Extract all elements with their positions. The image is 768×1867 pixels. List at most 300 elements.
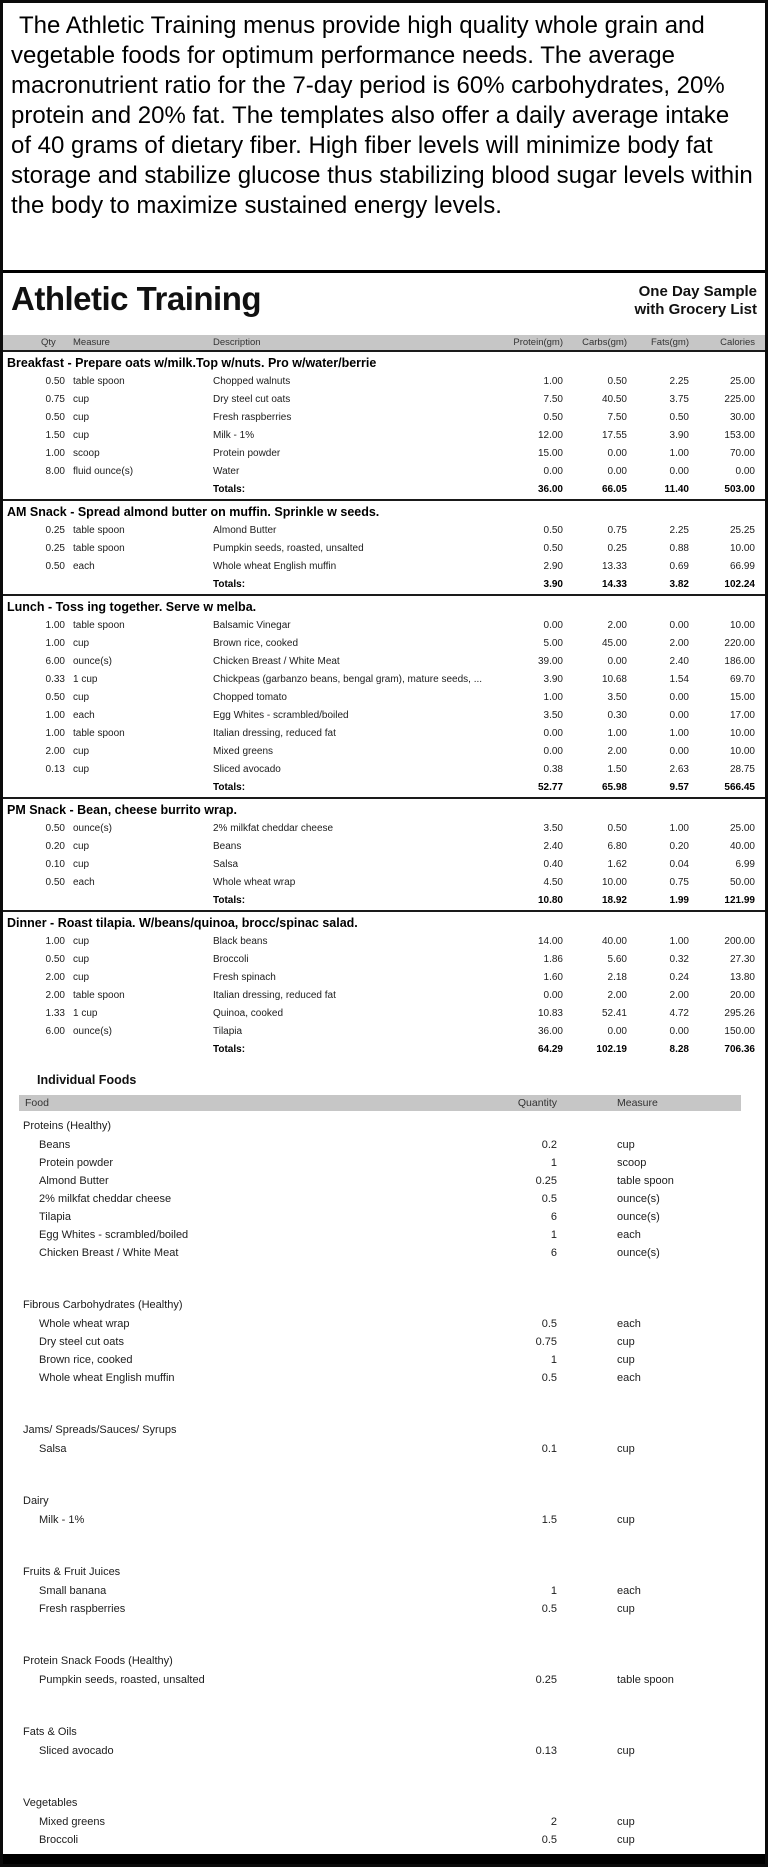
meal-section — [3, 499, 765, 594]
cell-fats: 1.00 — [669, 448, 689, 459]
cell-calories: 25.00 — [729, 823, 755, 834]
meal-row — [3, 820, 765, 838]
cell-fats: 1.00 — [669, 728, 689, 739]
cell-carbs: 0.75 — [607, 525, 627, 536]
meal-section-title: Lunch - Toss ing together. Serve w melba. — [7, 600, 257, 614]
cell-qty: 6.00 — [45, 1026, 65, 1037]
meal-table-header — [3, 335, 765, 350]
cell-qty — [19, 481, 65, 499]
totals-label: Totals: — [213, 895, 246, 906]
cell-food: Dry steel cut oats — [39, 1336, 124, 1348]
cell-calories: 225.00 — [724, 394, 755, 405]
page-subtitle — [634, 283, 757, 319]
cell-calories: 153.00 — [724, 430, 755, 441]
food-group — [19, 1723, 741, 1760]
cell-qty: 2.00 — [45, 746, 65, 757]
cell-fats: 0.00 — [669, 746, 689, 757]
cell-carbs: 0.50 — [607, 823, 627, 834]
cell-measure: 1 cup — [73, 674, 98, 685]
cell-qty: 2.00 — [45, 972, 65, 983]
cell-carbs: 2.00 — [607, 620, 627, 631]
cell-fats: 0.00 — [669, 710, 689, 721]
cell-fats: 0.20 — [669, 841, 689, 852]
cell-fats: 0.00 — [669, 692, 689, 703]
meal-row — [3, 743, 765, 761]
cell-measure: each — [73, 710, 95, 721]
meal-section — [3, 594, 765, 797]
cell-qty: 1.00 — [45, 448, 65, 459]
cell-description: Milk - 1% — [213, 430, 255, 441]
cell-calories: 50.00 — [729, 877, 755, 888]
cell-fats: 0.24 — [669, 972, 689, 983]
cell-measure: table spoon — [73, 990, 125, 1001]
cell-quantity: 0.75 — [535, 1336, 557, 1348]
cell-calories-total: 102.24 — [724, 579, 755, 590]
cell-description: Fresh raspberries — [213, 412, 292, 423]
cell-description: Mixed greens — [213, 746, 274, 757]
cell-measure: each — [73, 561, 95, 572]
cell-description: Tilapia — [213, 1026, 243, 1037]
meal-totals-row — [3, 779, 765, 797]
cell-measure: cup — [617, 1139, 635, 1151]
cell-calories: 66.99 — [729, 561, 755, 572]
cell-carbs: 0.30 — [607, 710, 627, 721]
cell-calories: 186.00 — [724, 656, 755, 667]
cell-qty: 0.50 — [45, 823, 65, 834]
meal-row — [3, 617, 765, 635]
meal-totals-row — [3, 576, 765, 594]
food-row — [19, 1600, 741, 1618]
cell-fats-total: 11.40 — [664, 484, 689, 495]
cell-quantity: 0.5 — [541, 1318, 557, 1330]
cell-protein: 3.50 — [543, 823, 563, 834]
cell-measure: ounce(s) — [617, 1211, 660, 1223]
cell-quantity: 6 — [550, 1247, 557, 1259]
cell-fats: 4.72 — [669, 1008, 689, 1019]
food-row — [19, 1154, 741, 1172]
cell-measure: cup — [617, 1336, 635, 1348]
cell-description: Beans — [213, 841, 242, 852]
cell-calories: 15.00 — [729, 692, 755, 703]
column-header: Description — [213, 337, 261, 348]
cell-qty: 1.00 — [45, 710, 65, 721]
food-group — [19, 1117, 741, 1262]
cell-measure: each — [617, 1372, 641, 1384]
cell-description: Whole wheat English muffin — [213, 561, 337, 572]
cell-description: Quinoa, cooked — [213, 1008, 284, 1019]
cell-qty — [19, 1041, 65, 1059]
cell-fats: 2.40 — [669, 656, 689, 667]
cell-measure: cup — [73, 692, 90, 703]
cell-fats: 0.50 — [669, 412, 689, 423]
meal-row — [3, 1023, 765, 1041]
cell-carbs: 0.00 — [607, 466, 627, 477]
cell-measure: ounce(s) — [73, 1026, 112, 1037]
cell-fats-total: 8.28 — [669, 1044, 689, 1055]
cell-food: Whole wheat wrap — [39, 1318, 130, 1330]
cell-measure: scoop — [73, 448, 100, 459]
cell-protein: 1.00 — [543, 376, 563, 387]
title-band — [3, 273, 765, 335]
cell-description: Brown rice, cooked — [213, 638, 299, 649]
cell-fats: 3.90 — [669, 430, 689, 441]
food-row — [19, 1511, 741, 1529]
cell-measure: each — [617, 1229, 641, 1241]
meal-section — [3, 797, 765, 910]
food-row — [19, 1582, 741, 1600]
foods-table-header — [19, 1095, 741, 1111]
foods-table — [3, 1095, 765, 1849]
cell-food: Brown rice, cooked — [39, 1354, 133, 1366]
cell-description: Protein powder — [213, 448, 281, 459]
cell-carbs: 1.62 — [607, 859, 627, 870]
meal-row — [3, 671, 765, 689]
cell-food: Chicken Breast / White Meat — [39, 1247, 179, 1259]
cell-measure: cup — [617, 1745, 635, 1757]
food-group-title: Fibrous Carbohydrates (Healthy) — [23, 1299, 183, 1311]
column-header: Food — [25, 1097, 49, 1109]
cell-qty: 6.00 — [45, 656, 65, 667]
cell-quantity: 0.13 — [535, 1745, 557, 1757]
cell-qty: 0.50 — [45, 954, 65, 965]
cell-food: Pumpkin seeds, roasted, unsalted — [39, 1674, 205, 1686]
cell-food: Small banana — [39, 1585, 107, 1597]
cell-measure: cup — [617, 1816, 635, 1828]
cell-food: Mixed greens — [39, 1816, 106, 1828]
meal-table — [3, 335, 765, 1059]
cell-fats: 0.88 — [669, 543, 689, 554]
food-group — [19, 1296, 741, 1387]
meal-row — [3, 856, 765, 874]
cell-carbs: 40.50 — [601, 394, 627, 405]
cell-carbs: 0.50 — [607, 376, 627, 387]
cell-fats-total: 3.82 — [669, 579, 689, 590]
cell-fats: 3.75 — [669, 394, 689, 405]
cell-fats: 1.54 — [669, 674, 689, 685]
subtitle-line-1: One Day Sample — [638, 283, 757, 300]
cell-calories-total: 503.00 — [724, 484, 755, 495]
cell-measure: cup — [617, 1603, 635, 1615]
cell-carbs: 10.00 — [601, 877, 627, 888]
cell-measure: table spoon — [73, 543, 125, 554]
cell-calories: 150.00 — [724, 1026, 755, 1037]
cell-calories: 10.00 — [729, 620, 755, 631]
cell-quantity: 0.5 — [541, 1603, 557, 1615]
cell-qty: 0.50 — [45, 692, 65, 703]
meal-section — [3, 910, 765, 1059]
cell-description: Water — [213, 466, 240, 477]
column-header: Measure — [617, 1097, 658, 1109]
cell-quantity: 2 — [550, 1816, 557, 1828]
food-group — [19, 1492, 741, 1529]
meal-totals-row — [3, 892, 765, 910]
cell-measure: cup — [73, 430, 90, 441]
cell-qty: 0.50 — [45, 412, 65, 423]
meal-row — [3, 987, 765, 1005]
cell-protein: 0.00 — [543, 746, 563, 757]
cell-fats: 2.25 — [669, 525, 689, 536]
cell-measure: 1 cup — [73, 1008, 98, 1019]
cell-measure — [65, 892, 211, 910]
cell-fats: 2.25 — [669, 376, 689, 387]
cell-measure: cup — [73, 638, 90, 649]
cell-protein-total: 52.77 — [537, 782, 563, 793]
cell-carbs: 3.50 — [607, 692, 627, 703]
cell-quantity: 0.5 — [541, 1372, 557, 1384]
subtitle-line-2: with Grocery List — [634, 301, 757, 318]
cell-quantity: 0.1 — [541, 1443, 557, 1455]
meal-row — [3, 1005, 765, 1023]
meal-row — [3, 463, 765, 481]
cell-quantity: 0.25 — [535, 1175, 557, 1187]
cell-protein: 2.90 — [543, 561, 563, 572]
cell-measure: ounce(s) — [73, 823, 112, 834]
cell-qty — [19, 576, 65, 594]
cell-carbs: 40.00 — [601, 936, 627, 947]
meal-row — [3, 838, 765, 856]
cell-description: Black beans — [213, 936, 268, 947]
meal-row — [3, 522, 765, 540]
cell-calories: 10.00 — [729, 746, 755, 757]
cell-measure: cup — [73, 936, 90, 947]
food-group — [19, 1421, 741, 1458]
food-row — [19, 1190, 741, 1208]
cell-description: Chickpeas (garbanzo beans, bengal gram), mature seeds, ... — [213, 674, 483, 685]
food-row — [19, 1244, 741, 1262]
food-group-title: Dairy — [23, 1495, 49, 1507]
cell-food: Beans — [39, 1139, 71, 1151]
cell-measure: ounce(s) — [617, 1247, 660, 1259]
cell-measure: cup — [73, 412, 90, 423]
food-group-title: Fruits & Fruit Juices — [23, 1566, 121, 1578]
cell-quantity: 1.5 — [541, 1514, 557, 1526]
cell-food: Broccoli — [39, 1834, 79, 1846]
column-header: Fats(gm) — [651, 337, 689, 348]
meal-row — [3, 725, 765, 743]
cell-carbs: 0.00 — [607, 656, 627, 667]
cell-carbs: 17.55 — [601, 430, 627, 441]
cell-calories: 25.25 — [729, 525, 755, 536]
cell-fats: 1.00 — [669, 823, 689, 834]
cell-qty — [19, 892, 65, 910]
food-row — [19, 1831, 741, 1849]
cell-carbs: 1.00 — [607, 728, 627, 739]
food-row — [19, 1671, 741, 1689]
cell-protein: 15.00 — [537, 448, 563, 459]
cell-protein-total: 64.29 — [537, 1044, 563, 1055]
cell-protein: 36.00 — [537, 1026, 563, 1037]
cell-measure: table spoon — [73, 376, 125, 387]
cell-quantity: 1 — [550, 1229, 557, 1241]
cell-fats-total: 9.57 — [669, 782, 689, 793]
food-group — [19, 1794, 741, 1849]
cell-qty: 8.00 — [45, 466, 65, 477]
cell-qty: 0.33 — [45, 674, 65, 685]
cell-carbs-total: 66.05 — [601, 484, 627, 495]
meal-totals-row — [3, 481, 765, 499]
cell-qty: 0.50 — [45, 877, 65, 888]
cell-description: Broccoli — [213, 954, 249, 965]
food-row — [19, 1351, 741, 1369]
cell-fats: 0.00 — [669, 620, 689, 631]
cell-food: Whole wheat English muffin — [39, 1372, 175, 1384]
cell-protein-total: 3.90 — [543, 579, 563, 590]
cell-carbs: 0.00 — [607, 1026, 627, 1037]
cell-qty: 2.00 — [45, 990, 65, 1001]
cell-measure: table spoon — [617, 1175, 674, 1187]
meal-section-title: AM Snack - Spread almond butter on muffin. Sprinkle w seeds. — [7, 505, 380, 519]
cell-qty: 0.20 — [45, 841, 65, 852]
cell-qty: 0.75 — [45, 394, 65, 405]
cell-protein-total: 36.00 — [537, 484, 563, 495]
cell-quantity: 0.25 — [535, 1674, 557, 1686]
cell-measure: cup — [617, 1443, 635, 1455]
food-row — [19, 1369, 741, 1387]
cell-measure: cup — [73, 859, 90, 870]
cell-measure: each — [617, 1585, 641, 1597]
food-group-title: Fats & Oils — [23, 1726, 77, 1738]
cell-description: Chopped tomato — [213, 692, 287, 703]
cell-fats-total: 1.99 — [669, 895, 689, 906]
cell-food: 2% milkfat cheddar cheese — [39, 1193, 172, 1205]
cell-carbs-total: 102.19 — [596, 1044, 627, 1055]
food-row — [19, 1315, 741, 1333]
cell-protein: 0.00 — [543, 990, 563, 1001]
individual-foods-title: Individual Foods — [37, 1073, 137, 1087]
cell-protein: 2.40 — [543, 841, 563, 852]
cell-carbs: 7.50 — [607, 412, 627, 423]
food-row — [19, 1813, 741, 1831]
food-group-title: Jams/ Spreads/Sauces/ Syrups — [23, 1424, 177, 1436]
cell-measure: scoop — [617, 1157, 647, 1169]
food-group-title: Proteins (Healthy) — [23, 1120, 112, 1132]
cell-protein: 4.50 — [543, 877, 563, 888]
food-row — [19, 1440, 741, 1458]
cell-protein: 3.90 — [543, 674, 563, 685]
page-title: Athletic Training — [11, 280, 262, 317]
cell-measure: cup — [73, 954, 90, 965]
column-header: Measure — [73, 337, 110, 348]
cell-qty: 0.13 — [45, 764, 65, 775]
cell-food: Protein powder — [39, 1157, 113, 1169]
cell-qty: 1.50 — [45, 430, 65, 441]
cell-protein: 5.00 — [543, 638, 563, 649]
cell-carbs: 52.41 — [601, 1008, 627, 1019]
cell-qty: 1.00 — [45, 936, 65, 947]
cell-measure — [65, 481, 211, 499]
cell-qty: 0.50 — [45, 376, 65, 387]
cell-carbs: 0.00 — [607, 448, 627, 459]
cell-measure: table spoon — [73, 728, 125, 739]
cell-qty: 0.25 — [45, 543, 65, 554]
food-group — [19, 1652, 741, 1689]
cell-quantity: 0.5 — [541, 1193, 557, 1205]
cell-carbs: 0.25 — [607, 543, 627, 554]
cell-measure: each — [617, 1318, 641, 1330]
cell-qty: 0.10 — [45, 859, 65, 870]
cell-measure: cup — [73, 746, 90, 757]
totals-label: Totals: — [213, 579, 246, 590]
cell-carbs: 2.18 — [607, 972, 627, 983]
meal-section-title: PM Snack - Bean, cheese burrito wrap. — [7, 803, 237, 817]
cell-measure: table spoon — [73, 620, 125, 631]
cell-protein: 1.60 — [543, 972, 563, 983]
cell-carbs: 2.00 — [607, 746, 627, 757]
cell-description: Whole wheat wrap — [213, 877, 296, 888]
cell-calories-total: 121.99 — [724, 895, 755, 906]
cell-calories: 295.26 — [724, 1008, 755, 1019]
cell-calories-total: 706.36 — [724, 1044, 755, 1055]
cell-qty: 0.50 — [45, 561, 65, 572]
meal-row — [3, 874, 765, 892]
column-header: Carbs(gm) — [582, 337, 627, 348]
cell-fats: 2.00 — [669, 990, 689, 1001]
cell-description: Salsa — [213, 859, 239, 870]
cell-fats: 0.00 — [669, 1026, 689, 1037]
meal-sections — [3, 350, 765, 1059]
cell-calories: 13.80 — [729, 972, 755, 983]
cell-food: Fresh raspberries — [39, 1603, 126, 1615]
food-group-title: Vegetables — [23, 1797, 78, 1809]
cell-protein: 0.50 — [543, 543, 563, 554]
cell-calories: 17.00 — [729, 710, 755, 721]
cell-calories: 30.00 — [729, 412, 755, 423]
cell-calories: 200.00 — [724, 936, 755, 947]
cell-protein: 12.00 — [537, 430, 563, 441]
cell-protein: 0.38 — [543, 764, 563, 775]
food-row — [19, 1136, 741, 1154]
cell-fats: 1.00 — [669, 936, 689, 947]
meal-row — [3, 391, 765, 409]
meal-row — [3, 707, 765, 725]
food-row — [19, 1226, 741, 1244]
cell-carbs: 2.00 — [607, 990, 627, 1001]
cell-measure — [65, 779, 211, 797]
cell-carbs-total: 65.98 — [601, 782, 627, 793]
cell-description: Sliced avocado — [213, 764, 281, 775]
cell-measure: cup — [617, 1514, 635, 1526]
meal-row — [3, 409, 765, 427]
cell-measure: cup — [617, 1834, 635, 1846]
cell-qty — [19, 779, 65, 797]
cell-food: Sliced avocado — [39, 1745, 114, 1757]
cell-food: Almond Butter — [39, 1175, 109, 1187]
meal-row — [3, 689, 765, 707]
cell-measure: cup — [73, 764, 90, 775]
cell-quantity: 0.5 — [541, 1834, 557, 1846]
cell-protein: 14.00 — [537, 936, 563, 947]
cell-calories: 25.00 — [729, 376, 755, 387]
cell-food: Egg Whites - scrambled/boiled — [39, 1229, 189, 1241]
food-row — [19, 1172, 741, 1190]
cell-food: Salsa — [39, 1443, 67, 1455]
meal-totals-row — [3, 1041, 765, 1059]
cell-carbs: 13.33 — [601, 561, 627, 572]
meal-section — [3, 350, 765, 499]
cell-description: Italian dressing, reduced fat — [213, 728, 336, 739]
cell-description: Fresh spinach — [213, 972, 276, 983]
cell-calories: 220.00 — [724, 638, 755, 649]
cell-quantity: 1 — [550, 1157, 557, 1169]
cell-carbs-total: 18.92 — [601, 895, 627, 906]
meal-row — [3, 951, 765, 969]
cell-protein: 0.50 — [543, 525, 563, 536]
cell-description: Chicken Breast / White Meat — [213, 656, 340, 667]
cell-quantity: 1 — [550, 1354, 557, 1366]
cell-qty: 1.00 — [45, 728, 65, 739]
food-row — [19, 1742, 741, 1760]
cell-description: Dry steel cut oats — [213, 394, 291, 405]
